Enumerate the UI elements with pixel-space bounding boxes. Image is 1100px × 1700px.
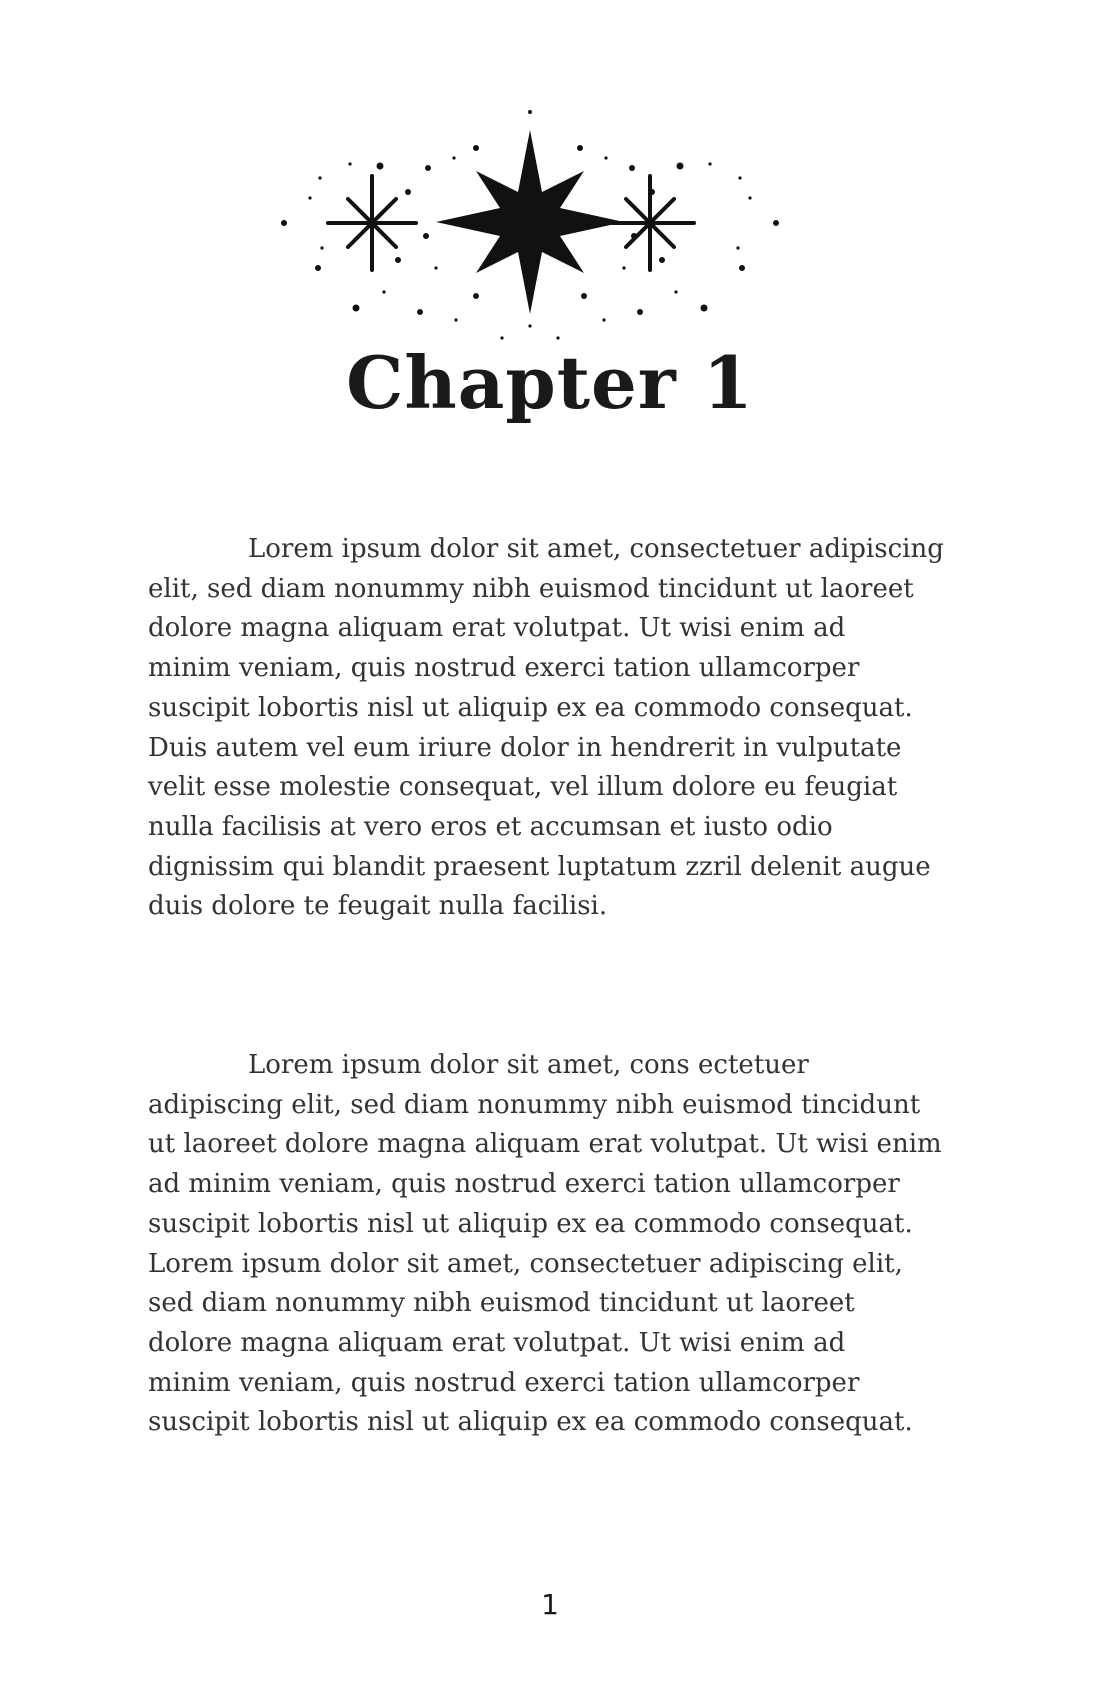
central-star-icon xyxy=(436,130,624,314)
left-sparkle-icon xyxy=(328,176,416,270)
body-paragraph: Lorem ipsum dolor sit amet, consectetuer adipiscing elit, sed diam nonummy nibh euismod tincidunt ut laoreet dolore magna aliquam erat volutpat. Ut wisi enim ad minim veniam, quis nostrud exerci tation ullamcorper suscipit lobortis nisl ut aliquip ex ea commodo consequat. Duis autem vel eum iriure dolor in hendrerit in vulputate velit esse molestie consequat, vel illum dolore eu feugiat nulla facilisis at vero eros et accumsan et iusto odio dignissim qui blandit praesent luptatum zzril delenit augue duis dolore te feugait nulla facilisi. xyxy=(148,534,944,922)
chapter-title: Chapter 1 xyxy=(346,340,754,425)
starburst-ornament-icon xyxy=(280,108,780,348)
page-number: 1 xyxy=(541,1588,559,1621)
body-paragraph: Lorem ipsum dolor sit amet, cons ectetuer adipiscing elit, sed diam nonummy nibh euismod tincidunt ut laoreet dolore magna aliquam erat volutpat. Ut wisi enim ad minim veniam, quis nostrud exerci tation ullamcorper suscipit lobortis nisl ut aliquip ex ea commodo consequat. Lorem ipsum dolor sit amet, consectetuer adipiscing elit, sed diam nonummy nibh euismod tincidunt ut laoreet dolore magna aliquam erat volutpat. Ut wisi enim ad minim veniam, quis nostrud exerci tation ullamcorper suscipit lobortis nisl ut aliquip ex ea commodo consequat. xyxy=(148,1050,942,1438)
